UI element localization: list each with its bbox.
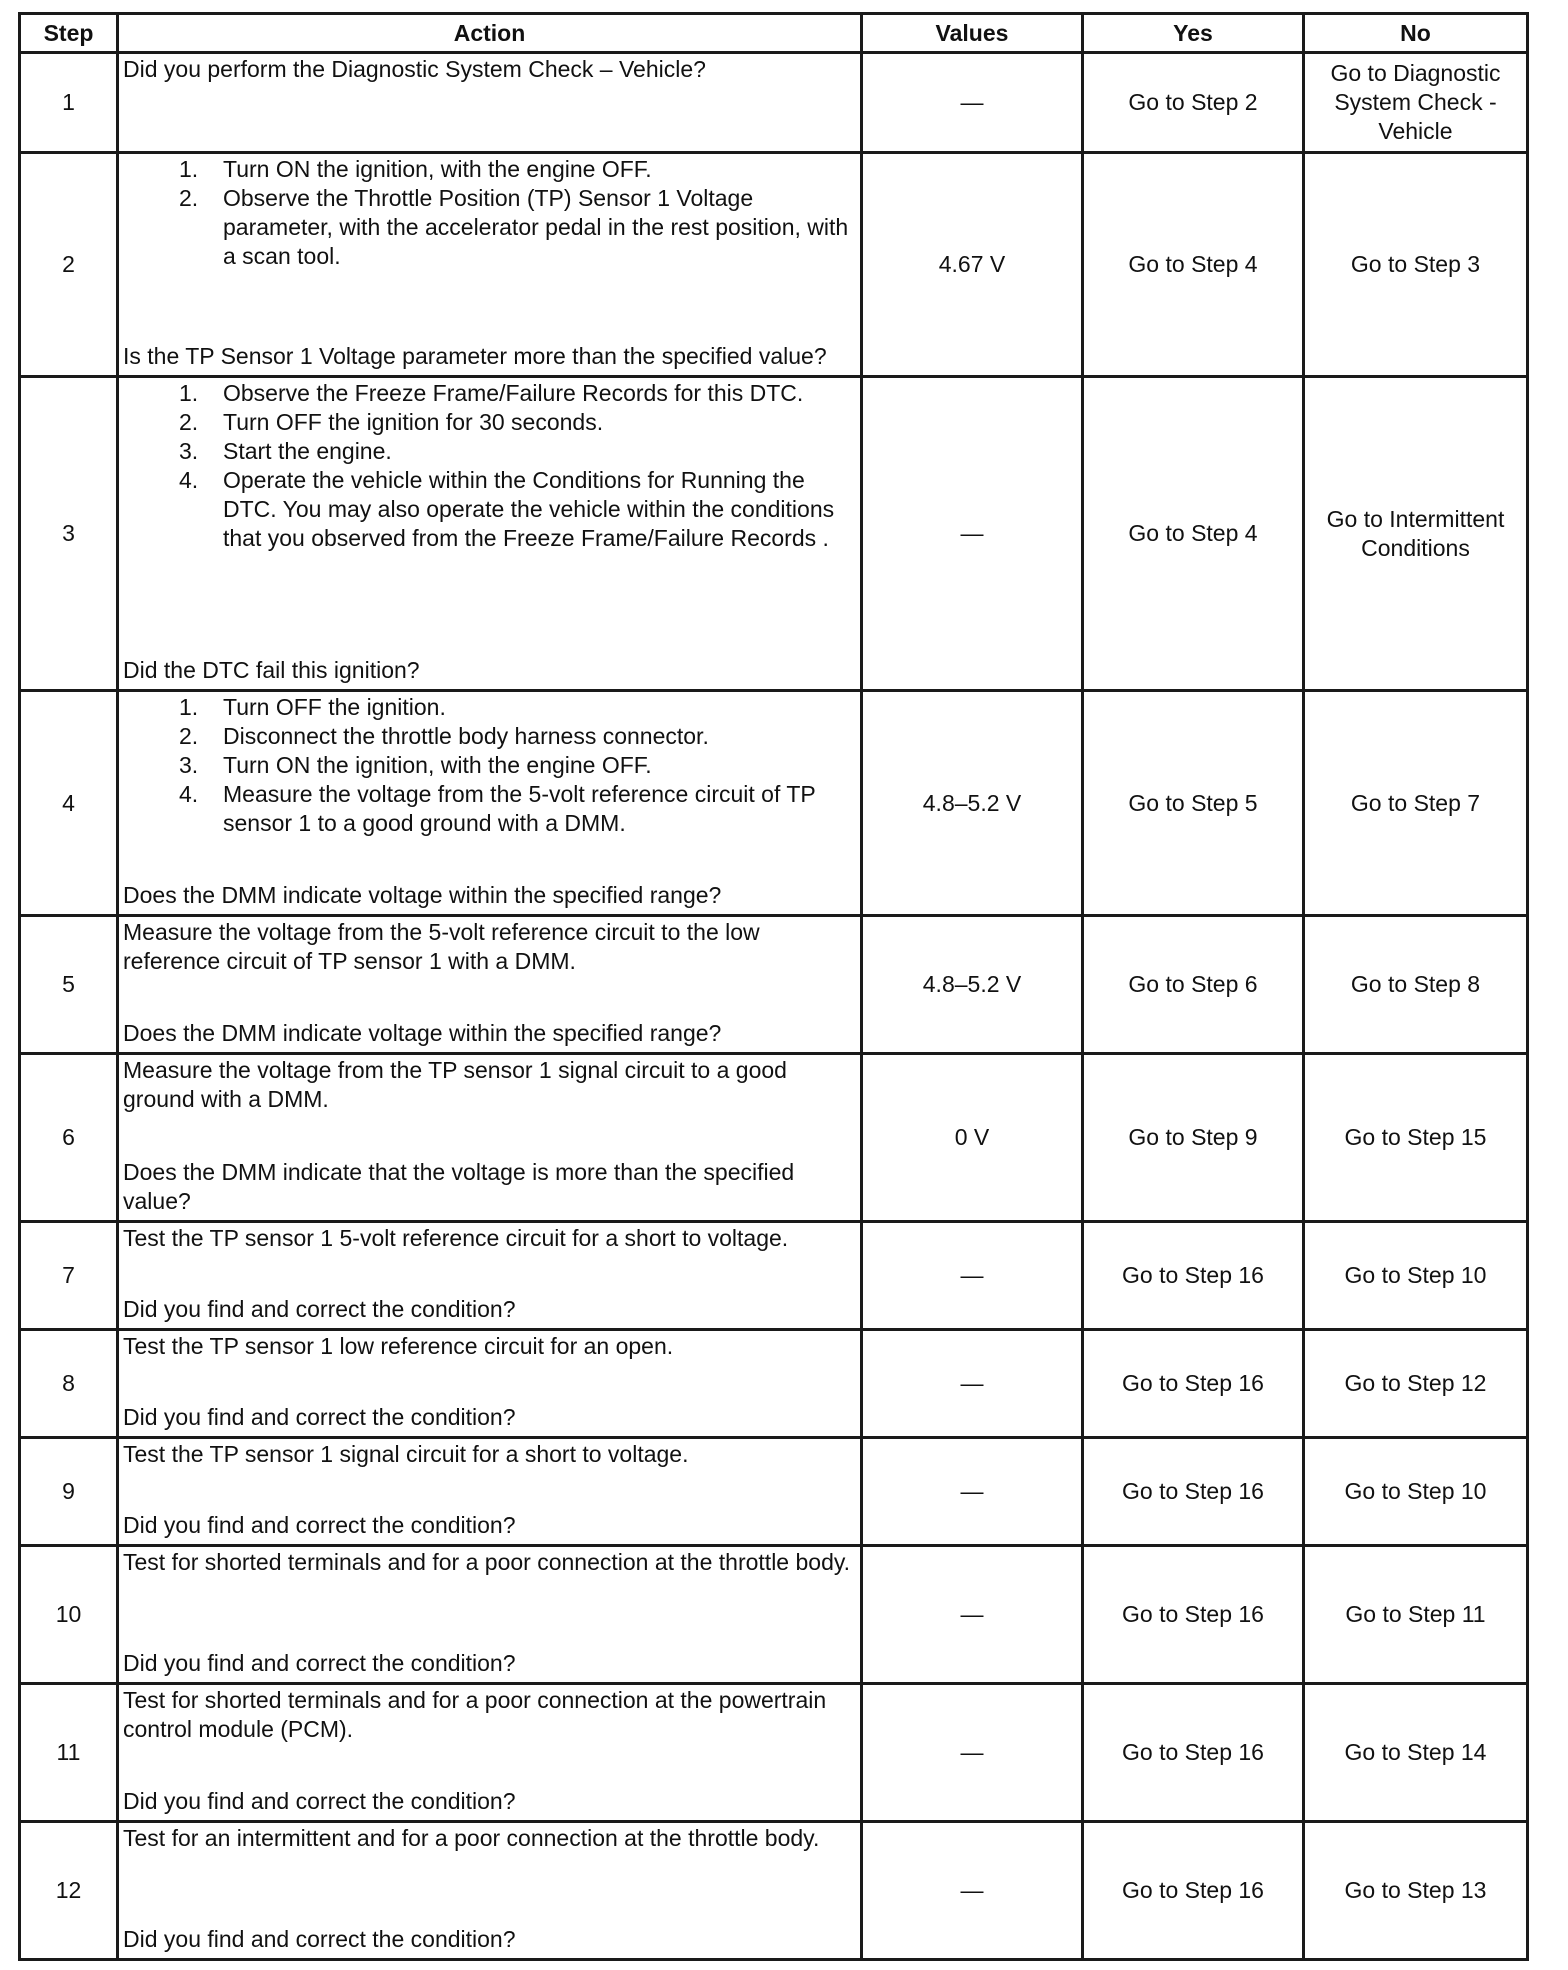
step-number: 9	[20, 1438, 118, 1546]
action-text: Test the TP sensor 1 5-volt reference circuit for a short to voltage.	[123, 1224, 789, 1251]
step-number: 5	[20, 916, 118, 1054]
diagnostic-table	[18, 12, 1529, 1961]
table-body	[20, 53, 1528, 1960]
table-row	[20, 1438, 1528, 1546]
yes-cell: Go to Step 16	[1083, 1684, 1304, 1822]
yes-cell: Go to Step 16	[1083, 1438, 1304, 1546]
step-number: 8	[20, 1330, 118, 1438]
value-cell: —	[862, 1546, 1083, 1684]
list-item-text: Turn OFF the ignition for 30 seconds.	[223, 408, 604, 435]
table-row	[20, 1684, 1528, 1822]
table-row	[20, 1822, 1528, 1960]
action-question: Did you perform the Diagnostic System Check – Vehicle?	[123, 55, 706, 82]
list-item-number: 3.	[179, 751, 199, 778]
action-question: Did you find and correct the condition?	[123, 1403, 516, 1430]
action-question: Did you find and correct the condition?	[123, 1295, 516, 1322]
list-item-number: 2.	[179, 184, 199, 211]
table-row	[20, 153, 1528, 377]
action-question: Does the DMM indicate that the voltage is more than the specified value?	[123, 1158, 795, 1214]
list-item	[179, 437, 856, 466]
list-item	[179, 466, 856, 553]
table-row	[20, 691, 1528, 916]
action-text: Measure the voltage from the TP sensor 1 signal circuit to a good ground with a DMM.	[123, 1056, 787, 1112]
step-number: 10	[20, 1546, 118, 1684]
action-cell	[118, 916, 862, 1054]
action-cell	[118, 1222, 862, 1330]
no-cell: Go to Step 12	[1304, 1330, 1528, 1438]
header-step: Step	[20, 14, 118, 53]
action-question: Does the DMM indicate voltage within the specified range?	[123, 1019, 722, 1046]
yes-cell: Go to Step 16	[1083, 1330, 1304, 1438]
no-cell: Go to Intermittent Conditions	[1304, 377, 1528, 691]
list-item	[179, 722, 856, 751]
table-row	[20, 1054, 1528, 1222]
value-cell: —	[862, 1330, 1083, 1438]
action-cell	[118, 377, 862, 691]
list-item	[179, 408, 856, 437]
list-item	[179, 379, 856, 408]
list-item-number: 2.	[179, 722, 199, 749]
value-cell: —	[862, 1222, 1083, 1330]
list-item-text: Observe the Freeze Frame/Failure Records for this DTC.	[223, 379, 804, 406]
table-row	[20, 53, 1528, 153]
list-item	[179, 780, 856, 838]
value-cell: 0 V	[862, 1054, 1083, 1222]
action-cell	[118, 1054, 862, 1222]
yes-cell: Go to Step 16	[1083, 1546, 1304, 1684]
action-text: Test for shorted terminals and for a poor connection at the powertrain control module (PCM).	[123, 1686, 827, 1742]
no-cell: Go to Step 11	[1304, 1546, 1528, 1684]
list-item-number: 4.	[179, 780, 199, 807]
no-cell: Go to Step 13	[1304, 1822, 1528, 1960]
list-item-text: Disconnect the throttle body harness connector.	[223, 722, 709, 749]
no-cell: Go to Step 15	[1304, 1054, 1528, 1222]
no-cell: Go to Step 8	[1304, 916, 1528, 1054]
list-item-number: 3.	[179, 437, 199, 464]
value-cell: —	[862, 377, 1083, 691]
step-number: 12	[20, 1822, 118, 1960]
action-cell	[118, 1438, 862, 1546]
action-text: Test for an intermittent and for a poor connection at the throttle body.	[123, 1824, 820, 1851]
step-number: 3	[20, 377, 118, 691]
list-item-number: 1.	[179, 155, 199, 182]
procedure-list	[123, 379, 856, 553]
step-number: 4	[20, 691, 118, 916]
header-yes: Yes	[1083, 14, 1304, 53]
step-number: 11	[20, 1684, 118, 1822]
action-question: Is the TP Sensor 1 Voltage parameter more than the specified value?	[123, 342, 827, 369]
table-row	[20, 1546, 1528, 1684]
yes-cell: Go to Step 4	[1083, 377, 1304, 691]
action-cell	[118, 53, 862, 153]
no-cell: Go to Step 14	[1304, 1684, 1528, 1822]
list-item-text: Observe the Throttle Position (TP) Sensor 1 Voltage parameter, with the accelerator pedal in the rest position, with a scan tool.	[223, 184, 849, 269]
action-question: Did you find and correct the condition?	[123, 1787, 516, 1814]
value-cell: —	[862, 1822, 1083, 1960]
list-item	[179, 184, 856, 271]
table-row	[20, 1222, 1528, 1330]
list-item-number: 2.	[179, 408, 199, 435]
list-item-text: Operate the vehicle within the Conditions for Running the DTC. You may also operate the vehicle within the conditions that you observed from the Freeze Frame/Failure Records .	[223, 466, 835, 551]
list-item-text: Turn ON the ignition, with the engine OFF.	[223, 751, 652, 778]
list-item-text: Turn ON the ignition, with the engine OFF.	[223, 155, 652, 182]
value-cell: —	[862, 1684, 1083, 1822]
action-text: Measure the voltage from the 5-volt reference circuit to the low reference circuit of TP sensor 1 with a DMM.	[123, 918, 760, 974]
action-question: Does the DMM indicate voltage within the specified range?	[123, 881, 722, 908]
step-number: 2	[20, 153, 118, 377]
step-number: 6	[20, 1054, 118, 1222]
header-action: Action	[118, 14, 862, 53]
no-cell: Go to Step 10	[1304, 1438, 1528, 1546]
list-item	[179, 693, 856, 722]
value-cell: —	[862, 1438, 1083, 1546]
table-row	[20, 377, 1528, 691]
procedure-list	[123, 693, 856, 838]
action-question: Did the DTC fail this ignition?	[123, 656, 420, 683]
yes-cell: Go to Step 16	[1083, 1822, 1304, 1960]
yes-cell: Go to Step 16	[1083, 1222, 1304, 1330]
list-item-number: 1.	[179, 379, 199, 406]
list-item-text: Turn OFF the ignition.	[223, 693, 446, 720]
list-item-text: Start the engine.	[223, 437, 392, 464]
list-item-number: 4.	[179, 466, 199, 493]
value-cell: 4.8–5.2 V	[862, 916, 1083, 1054]
no-cell: Go to Diagnostic System Check - Vehicle	[1304, 53, 1528, 153]
yes-cell: Go to Step 4	[1083, 153, 1304, 377]
action-cell	[118, 1684, 862, 1822]
action-cell	[118, 153, 862, 377]
value-cell: 4.8–5.2 V	[862, 691, 1083, 916]
action-cell	[118, 1546, 862, 1684]
list-item	[179, 155, 856, 184]
action-text: Test the TP sensor 1 signal circuit for a short to voltage.	[123, 1440, 689, 1467]
no-cell: Go to Step 7	[1304, 691, 1528, 916]
header-no: No	[1304, 14, 1528, 53]
yes-cell: Go to Step 5	[1083, 691, 1304, 916]
table-row	[20, 916, 1528, 1054]
action-question: Did you find and correct the condition?	[123, 1925, 516, 1952]
table-row	[20, 1330, 1528, 1438]
action-question: Did you find and correct the condition?	[123, 1649, 516, 1676]
list-item-number: 1.	[179, 693, 199, 720]
action-question: Did you find and correct the condition?	[123, 1511, 516, 1538]
action-text: Test the TP sensor 1 low reference circuit for an open.	[123, 1332, 674, 1359]
header-row	[20, 14, 1528, 53]
step-number: 7	[20, 1222, 118, 1330]
no-cell: Go to Step 10	[1304, 1222, 1528, 1330]
action-text: Test for shorted terminals and for a poor connection at the throttle body.	[123, 1548, 851, 1575]
yes-cell: Go to Step 2	[1083, 53, 1304, 153]
procedure-list	[123, 155, 856, 271]
action-cell	[118, 1330, 862, 1438]
yes-cell: Go to Step 6	[1083, 916, 1304, 1054]
action-cell	[118, 691, 862, 916]
action-cell	[118, 1822, 862, 1960]
value-cell: 4.67 V	[862, 153, 1083, 377]
step-number: 1	[20, 53, 118, 153]
value-cell: —	[862, 53, 1083, 153]
yes-cell: Go to Step 9	[1083, 1054, 1304, 1222]
list-item	[179, 751, 856, 780]
list-item-text: Measure the voltage from the 5-volt reference circuit of TP sensor 1 to a good ground with a DMM.	[223, 780, 816, 836]
no-cell: Go to Step 3	[1304, 153, 1528, 377]
header-values: Values	[862, 14, 1083, 53]
